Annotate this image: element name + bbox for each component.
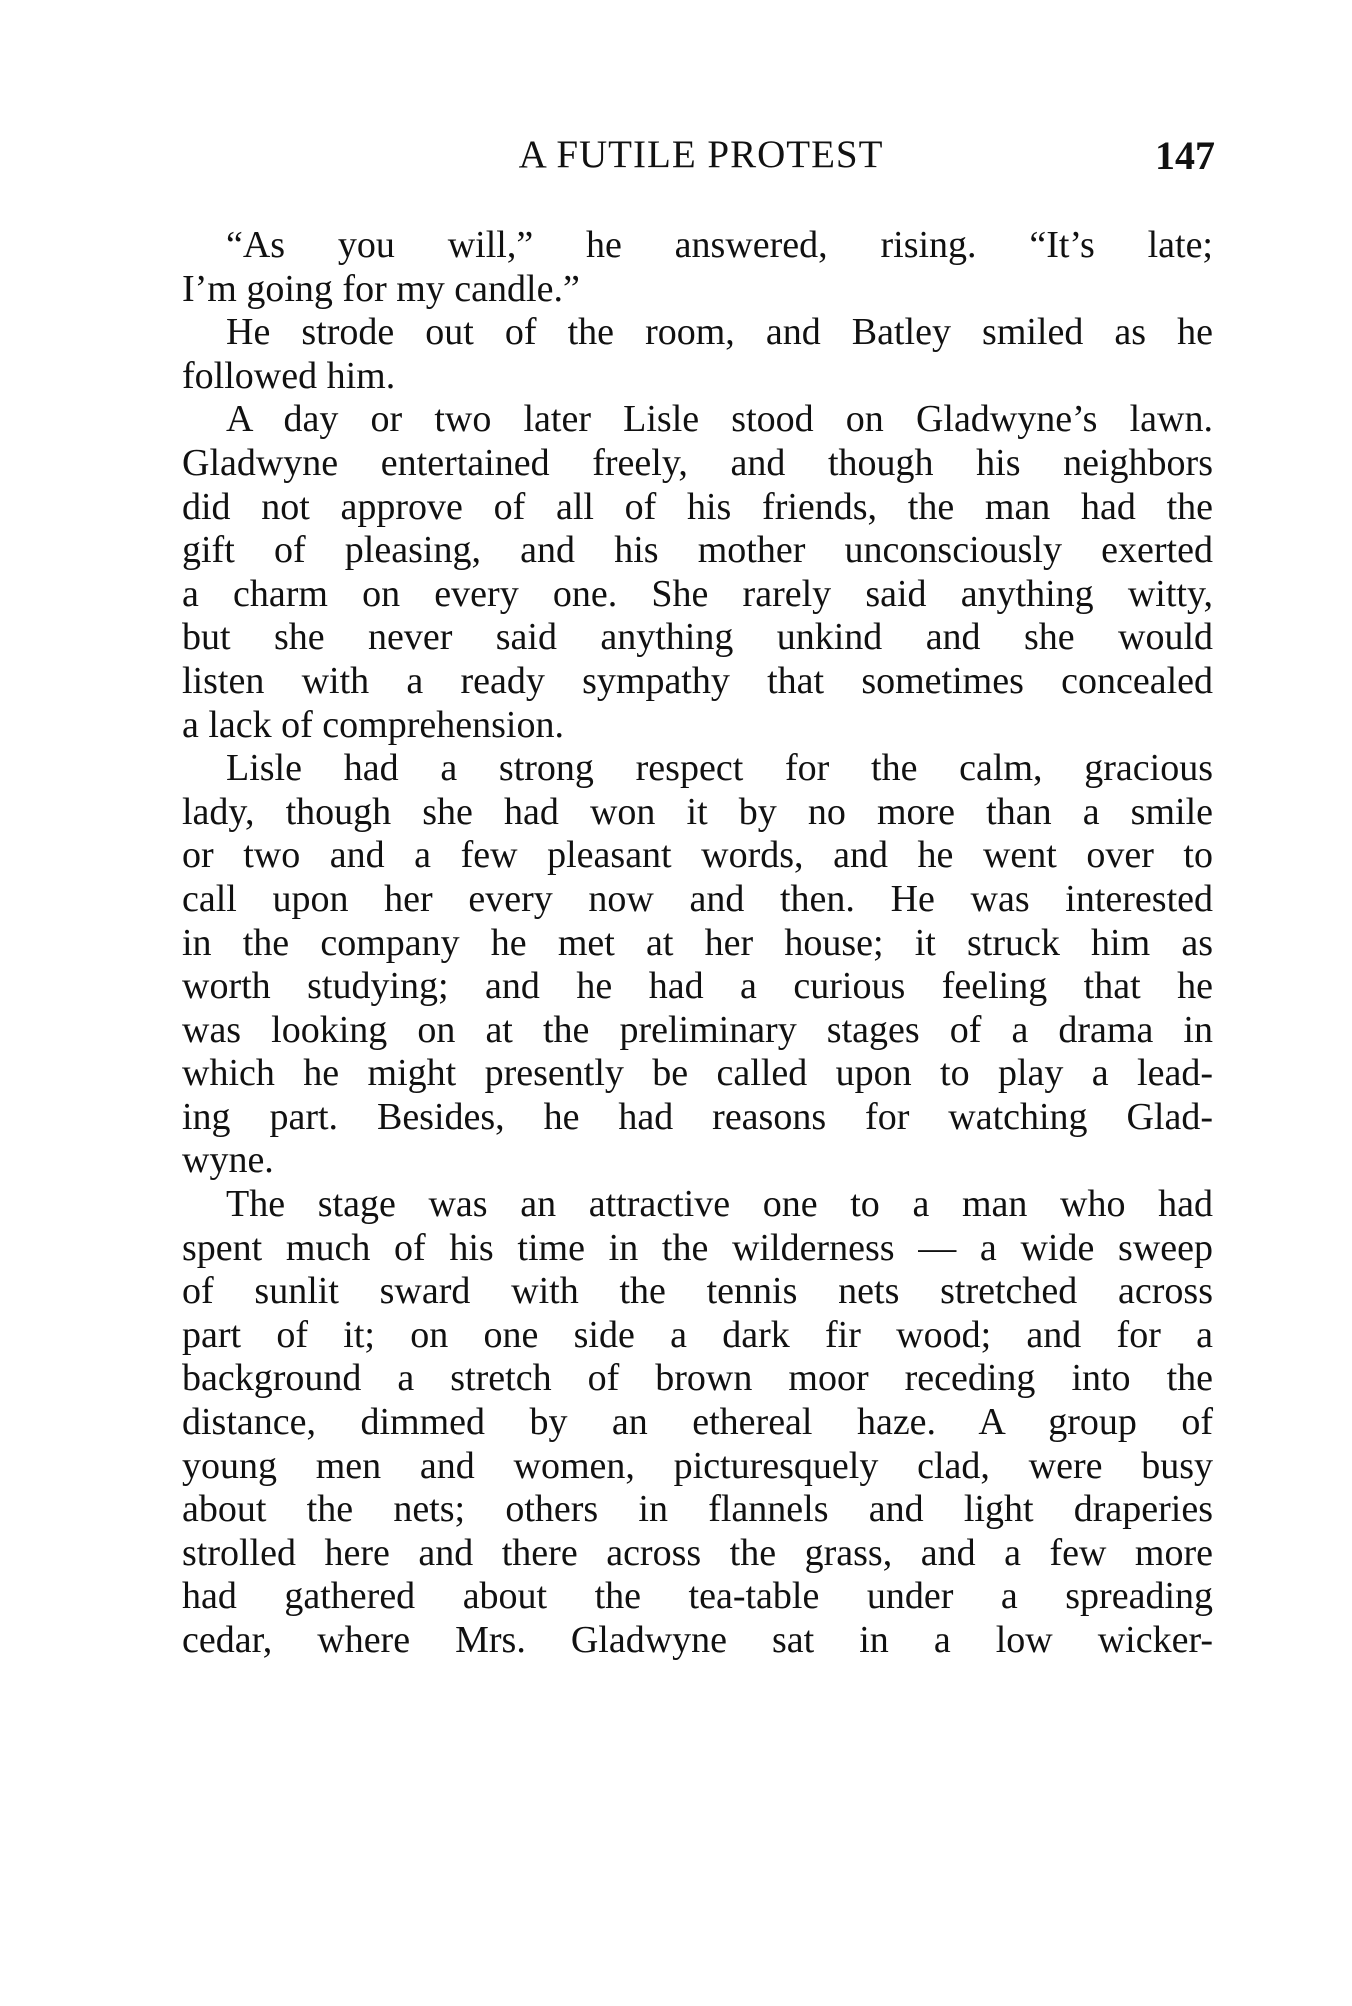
body-text [182, 224, 1213, 1663]
text-line: “As you will,” he answered, rising. “It’s late; [226, 224, 1213, 266]
text-line: lady, though she had won it by no more than a smile [182, 790, 1213, 833]
chapter-title: A FUTILE PROTEST [518, 133, 884, 176]
text-line: listen with a ready sympathy that sometimes concealed [182, 659, 1213, 702]
text-line: in the company he met at her house; it struck him as [182, 921, 1213, 964]
text-line: spent much of his time in the wilderness — a wide sweep [182, 1226, 1213, 1269]
text-line: wyne. [182, 1139, 274, 1182]
text-line: background a stretch of brown moor receding into the [182, 1357, 1213, 1400]
text-line: worth studying; and he had a curious feeling that he [182, 965, 1213, 1008]
text-line: call upon her every now and then. He was interested [182, 877, 1213, 920]
text-line: of sunlit sward with the tennis nets stretched across [182, 1270, 1213, 1313]
text-line: I’m going for my candle.” [182, 267, 580, 310]
running-head [0, 132, 1352, 182]
text-line: which he might presently be called upon to play a lead- [182, 1052, 1213, 1095]
text-line: cedar, where Mrs. Gladwyne sat in a low wicker- [182, 1619, 1213, 1661]
text-line: about the nets; others in flannels and light draperies [182, 1488, 1213, 1531]
text-line: was looking on at the preliminary stages of a drama in [182, 1008, 1213, 1051]
text-line: distance, dimmed by an ethereal haze. A group of [182, 1401, 1213, 1444]
text-line: but she never said anything unkind and she would [182, 616, 1213, 659]
text-line: followed him. [182, 354, 396, 397]
text-line: had gathered about the tea-table under a spreading [182, 1575, 1213, 1618]
paragraph [182, 224, 1213, 311]
text-line: The stage was an attractive one to a man who had [226, 1183, 1213, 1226]
paragraph [182, 1183, 1213, 1663]
text-line: A day or two later Lisle stood on Gladwyne’s lawn. [226, 398, 1213, 441]
paragraph [182, 747, 1213, 1183]
paragraph [182, 398, 1213, 747]
paragraph [182, 311, 1213, 398]
text-line: did not approve of all of his friends, the man had the [182, 485, 1213, 528]
text-line: young men and women, picturesquely clad, were busy [182, 1444, 1213, 1487]
text-line: Gladwyne entertained freely, and though his neighbors [182, 441, 1213, 484]
text-line: strolled here and there across the grass, and a few more [182, 1531, 1213, 1574]
text-line: a lack of comprehension. [182, 703, 564, 746]
text-line: Lisle had a strong respect for the calm, gracious [226, 747, 1213, 790]
text-line: ing part. Besides, he had reasons for watching Glad- [182, 1095, 1213, 1138]
text-line: part of it; on one side a dark fir wood; and for a [182, 1313, 1213, 1356]
text-line: gift of pleasing, and his mother unconsciously exerted [182, 529, 1213, 572]
text-line: He strode out of the room, and Batley smiled as he [226, 311, 1213, 354]
text-line: a charm on every one. She rarely said anything witty, [182, 572, 1213, 615]
page-number: 147 [1155, 133, 1215, 178]
text-line: or two and a few pleasant words, and he went over to [182, 834, 1213, 877]
